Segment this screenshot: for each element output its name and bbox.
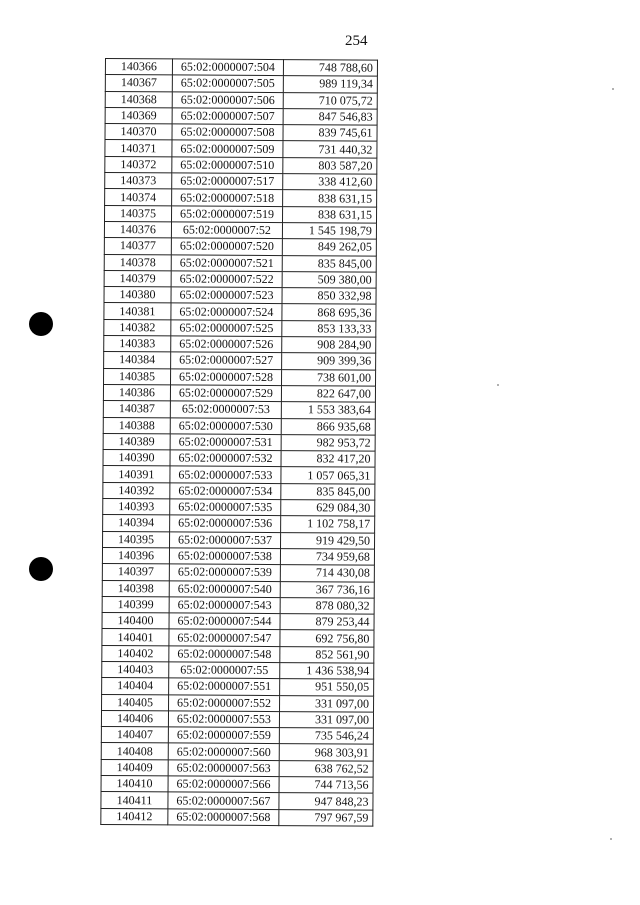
row-number-cell: 140374 [105, 189, 172, 206]
cadastral-value-cell: 1 553 383,64 [281, 402, 375, 419]
cadastral-number-cell: 65:02:0000007:505 [172, 75, 283, 92]
table-row [104, 368, 376, 386]
table-row [102, 629, 374, 647]
table-row [101, 792, 373, 810]
table-row [101, 743, 373, 761]
cadastral-number-cell: 65:02:0000007:518 [172, 189, 283, 206]
cadastral-value-cell: 879 253,44 [280, 614, 374, 631]
row-number-cell: 140372 [105, 156, 172, 173]
table-row [101, 776, 373, 794]
cadastral-value-cell: 989 119,34 [283, 76, 377, 93]
cadastral-number-cell: 65:02:0000007:508 [172, 124, 283, 141]
row-number-cell: 140396 [102, 547, 169, 564]
row-number-cell: 140393 [103, 499, 170, 516]
table-row [101, 808, 373, 826]
row-number-cell: 140379 [104, 270, 171, 287]
row-number-cell: 140375 [105, 205, 172, 222]
cadastral-value-cell: 866 935,68 [281, 418, 375, 435]
table-row [103, 531, 375, 549]
cadastral-number-cell: 65:02:0000007:531 [170, 434, 281, 451]
row-number-cell: 140392 [103, 482, 170, 499]
cadastral-value-cell: 748 788,60 [283, 60, 377, 77]
table-row [103, 401, 375, 419]
cadastral-number-cell: 65:02:0000007:537 [170, 532, 281, 549]
row-number-cell: 140376 [104, 221, 171, 238]
cadastral-value-cell: 832 417,20 [281, 451, 375, 468]
cadastral-number-cell: 65:02:0000007:519 [172, 206, 283, 223]
row-number-cell: 140402 [102, 645, 169, 662]
row-number-cell: 140386 [103, 384, 170, 401]
table-body [101, 59, 378, 827]
row-number-cell: 140381 [104, 303, 171, 320]
cadastral-number-cell: 65:02:0000007:534 [170, 483, 281, 500]
cadastral-value-cell: 1 545 198,79 [282, 223, 376, 240]
cadastral-value-cell: 919 429,50 [281, 532, 375, 549]
table-row [105, 91, 377, 109]
cadastral-number-cell: 65:02:0000007:525 [171, 320, 282, 337]
row-number-cell: 140368 [105, 91, 172, 108]
cadastral-value-cell: 710 075,72 [283, 92, 377, 109]
cadastral-number-cell: 65:02:0000007:560 [168, 743, 279, 760]
row-number-cell: 140390 [103, 450, 170, 467]
row-number-cell: 140399 [102, 596, 169, 613]
cadastral-value-cell: 692 756,80 [280, 630, 374, 647]
table-row [105, 75, 377, 93]
punch-hole-mark [29, 312, 53, 336]
cadastral-number-cell: 65:02:0000007:506 [172, 92, 283, 109]
table-row [105, 59, 377, 77]
table-row [103, 384, 375, 402]
cadastral-number-cell: 65:02:0000007:523 [171, 287, 282, 304]
table-row [105, 156, 377, 174]
page-number: 254 [345, 33, 368, 49]
row-number-cell: 140411 [101, 792, 168, 809]
table-row [103, 450, 375, 468]
cadastral-number-cell: 65:02:0000007:538 [169, 548, 280, 565]
row-number-cell: 140412 [101, 808, 168, 825]
table-row [105, 107, 377, 125]
cadastral-number-cell: 65:02:0000007:543 [169, 597, 280, 614]
cadastral-value-cell: 868 695,36 [282, 304, 376, 321]
cadastral-number-cell: 65:02:0000007:552 [169, 694, 280, 711]
cadastral-number-cell: 65:02:0000007:566 [168, 776, 279, 793]
row-number-cell: 140367 [105, 75, 172, 92]
row-number-cell: 140380 [104, 287, 171, 304]
row-number-cell: 140388 [103, 417, 170, 434]
table-row [102, 678, 374, 696]
cadastral-value-cell: 714 430,08 [280, 565, 374, 582]
cadastral-value-cell: 968 303,91 [279, 744, 373, 761]
cadastral-number-cell: 65:02:0000007:524 [171, 303, 282, 320]
cadastral-value-cell: 734 959,68 [280, 548, 374, 565]
table-row [102, 547, 374, 565]
row-number-cell: 140373 [105, 173, 172, 190]
table-row [104, 303, 376, 321]
cadastral-number-cell: 65:02:0000007:547 [169, 629, 280, 646]
cadastral-number-cell: 65:02:0000007:504 [172, 59, 283, 76]
cadastral-number-cell: 65:02:0000007:520 [171, 238, 282, 255]
cadastral-value-cell: 331 097,00 [280, 695, 374, 712]
table-row [102, 613, 374, 631]
cadastral-value-cell: 909 399,36 [282, 353, 376, 370]
cadastral-value-cell: 853 133,33 [282, 320, 376, 337]
table-row [104, 336, 376, 354]
cadastral-value-cell: 338 412,60 [283, 174, 377, 191]
cadastral-value-cell: 838 631,15 [282, 206, 376, 223]
table-row [104, 254, 376, 272]
table-row [101, 727, 373, 745]
row-number-cell: 140377 [104, 238, 171, 255]
cadastral-value-cell: 982 953,72 [281, 434, 375, 451]
row-number-cell: 140394 [103, 515, 170, 532]
table-row [104, 319, 376, 337]
cadastral-value-cell: 878 080,32 [280, 597, 374, 614]
table-row [103, 417, 375, 435]
row-number-cell: 140370 [105, 124, 172, 141]
row-number-cell: 140406 [101, 710, 168, 727]
cadastral-number-cell: 65:02:0000007:530 [170, 417, 281, 434]
cadastral-value-cell: 835 845,00 [282, 255, 376, 272]
cadastral-value-cell: 1 102 758,17 [281, 516, 375, 533]
cadastral-value-cell: 951 550,05 [280, 679, 374, 696]
cadastral-number-cell: 65:02:0000007:526 [171, 336, 282, 353]
cadastral-value-cell: 797 967,59 [279, 809, 373, 826]
table-row [104, 287, 376, 305]
cadastral-value-cell: 367 736,16 [280, 581, 374, 598]
cadastral-value-cell: 1 436 538,94 [280, 663, 374, 680]
table-row [101, 710, 373, 728]
table-row [103, 515, 375, 533]
cadastral-number-cell: 65:02:0000007:517 [172, 173, 283, 190]
cadastral-value-cell: 850 332,98 [282, 288, 376, 305]
row-number-cell: 140387 [103, 401, 170, 418]
cadastral-number-cell: 65:02:0000007:528 [171, 369, 282, 386]
cadastral-number-cell: 65:02:0000007:529 [170, 385, 281, 402]
cadastral-number-cell: 65:02:0000007:507 [172, 108, 283, 125]
cadastral-value-cell: 849 262,05 [282, 239, 376, 256]
row-number-cell: 140403 [102, 661, 169, 678]
table-row [103, 466, 375, 484]
table-row [103, 499, 375, 517]
cadastral-value-cell: 947 848,23 [279, 793, 373, 810]
cadastral-value-cell: 835 845,00 [281, 483, 375, 500]
table-row [104, 238, 376, 256]
table-row [103, 433, 375, 451]
cadastral-number-cell: 65:02:0000007:539 [169, 564, 280, 581]
cadastral-number-cell: 65:02:0000007:527 [171, 352, 282, 369]
cadastral-number-cell: 65:02:0000007:510 [172, 157, 283, 174]
cadastral-value-cell: 852 561,90 [280, 646, 374, 663]
row-number-cell: 140378 [104, 254, 171, 271]
table-row [104, 221, 376, 239]
cadastral-number-cell: 65:02:0000007:551 [169, 678, 280, 695]
cadastral-value-cell: 1 057 065,31 [281, 467, 375, 484]
cadastral-value-cell: 509 380,00 [282, 271, 376, 288]
table-row [105, 173, 377, 191]
cadastral-value-cell: 908 284,90 [282, 337, 376, 354]
table-row [104, 352, 376, 370]
cadastral-value-cell: 731 440,32 [283, 141, 377, 158]
table-row [103, 482, 375, 500]
cadastral-number-cell: 65:02:0000007:532 [170, 450, 281, 467]
row-number-cell: 140384 [104, 352, 171, 369]
cadastral-value-cell: 638 762,52 [279, 760, 373, 777]
row-number-cell: 140397 [102, 564, 169, 581]
table-row [102, 596, 374, 614]
cadastral-value-cell: 847 546,83 [283, 108, 377, 125]
row-number-cell: 140401 [102, 629, 169, 646]
punch-hole-mark [29, 557, 53, 581]
scan-speck [610, 838, 612, 840]
table-row [104, 270, 376, 288]
row-number-cell: 140410 [101, 776, 168, 793]
cadastral-value-cell: 838 631,15 [283, 190, 377, 207]
table-row [102, 694, 374, 712]
row-number-cell: 140371 [105, 140, 172, 157]
row-number-cell: 140366 [105, 59, 172, 76]
cadastral-number-cell: 65:02:0000007:509 [172, 140, 283, 157]
cadastral-value-cell: 803 587,20 [283, 157, 377, 174]
row-number-cell: 140408 [101, 743, 168, 760]
scan-speck [497, 384, 499, 386]
cadastral-value-cell: 735 546,24 [279, 728, 373, 745]
row-number-cell: 140409 [101, 759, 168, 776]
cadastral-number-cell: 65:02:0000007:533 [170, 466, 281, 483]
row-number-cell: 140382 [104, 319, 171, 336]
table-row [102, 580, 374, 598]
cadastral-number-cell: 65:02:0000007:553 [168, 711, 279, 728]
cadastral-number-cell: 65:02:0000007:540 [169, 580, 280, 597]
table-row [105, 124, 377, 142]
cadastral-number-cell: 65:02:0000007:548 [169, 646, 280, 663]
scan-speck [612, 88, 614, 90]
cadastral-number-cell: 65:02:0000007:559 [168, 727, 279, 744]
table-row [105, 189, 377, 207]
cadastral-number-cell: 65:02:0000007:522 [171, 271, 282, 288]
cadastral-number-cell: 65:02:0000007:536 [170, 515, 281, 532]
row-number-cell: 140407 [101, 727, 168, 744]
row-number-cell: 140395 [103, 531, 170, 548]
table-row [101, 759, 373, 777]
row-number-cell: 140391 [103, 466, 170, 483]
cadastral-value-cell: 331 097,00 [279, 711, 373, 728]
row-number-cell: 140404 [102, 678, 169, 695]
cadastral-value-cell: 629 084,30 [281, 500, 375, 517]
cadastral-number-cell: 65:02:0000007:535 [170, 499, 281, 516]
cadastral-value-cell: 744 713,56 [279, 777, 373, 794]
cadastral-number-cell: 65:02:0000007:52 [171, 222, 282, 239]
cadastral-number-cell: 65:02:0000007:544 [169, 613, 280, 630]
row-number-cell: 140398 [102, 580, 169, 597]
cadastral-number-cell: 65:02:0000007:568 [168, 809, 279, 826]
row-number-cell: 140389 [103, 433, 170, 450]
row-number-cell: 140405 [102, 694, 169, 711]
cadastral-value-cell: 738 601,00 [282, 369, 376, 386]
table-row [105, 140, 377, 158]
table-row [102, 564, 374, 582]
cadastral-number-cell: 65:02:0000007:521 [171, 254, 282, 271]
cadastral-value-cell: 822 647,00 [281, 386, 375, 403]
cadastral-number-cell: 65:02:0000007:563 [168, 760, 279, 777]
cadastral-number-cell: 65:02:0000007:53 [170, 401, 281, 418]
row-number-cell: 140400 [102, 613, 169, 630]
cadastral-value-table [100, 58, 378, 827]
table-row [102, 645, 374, 663]
cadastral-number-cell: 65:02:0000007:567 [168, 792, 279, 809]
row-number-cell: 140383 [104, 336, 171, 353]
row-number-cell: 140369 [105, 107, 172, 124]
row-number-cell: 140385 [104, 368, 171, 385]
cadastral-value-cell: 839 745,61 [283, 125, 377, 142]
cadastral-number-cell: 65:02:0000007:55 [169, 662, 280, 679]
table-row [102, 661, 374, 679]
table-row [105, 205, 377, 223]
